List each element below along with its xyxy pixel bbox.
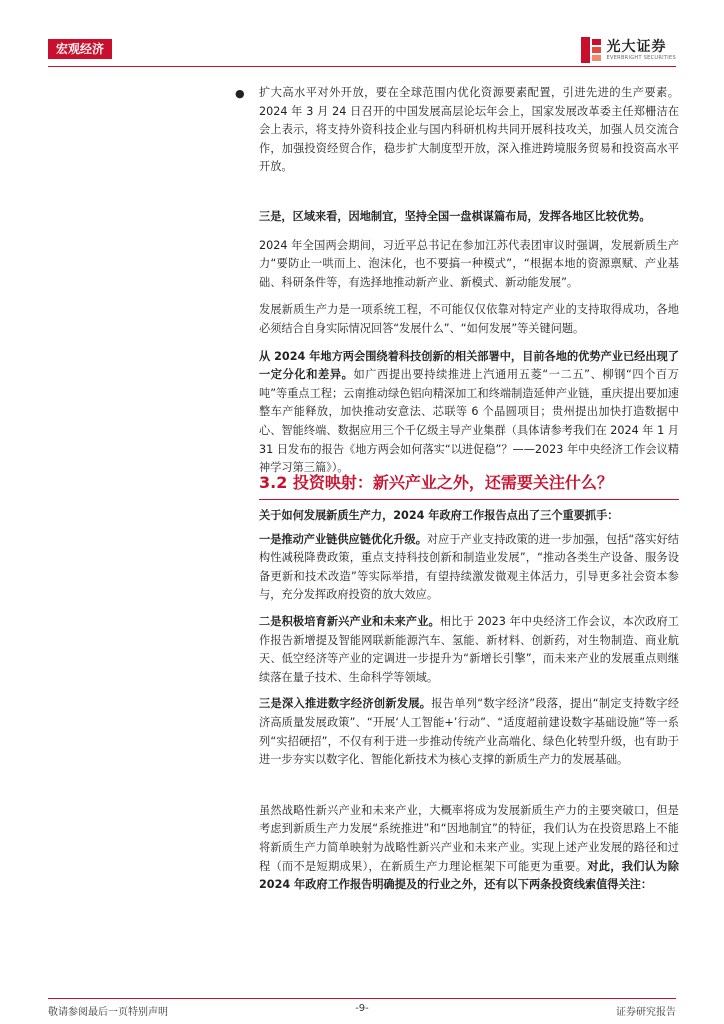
brand-logo bbox=[581, 36, 676, 64]
section-heading: 3.2 投资映射：新兴产业之外，还需要关注什么？ bbox=[259, 473, 613, 492]
investment-lines-conclusion: 对此，我们认为除 2024 年政府工作报告明确提及的行业之外，还有以下两条投资线索值得关注： bbox=[259, 859, 679, 892]
local-industries-detail: 如广西提出要持续推进上汽通用五菱“一二五”、柳钢“四个百万吨”等重点工程；云南推动绿色铝向精深加工和终端制造延伸产业链，重庆提出要加速整车产能释放，加快推动安意法、芯联等 6 个晶圆项目；贵州提出加快打造数据中心、智能终端、数据应用三个千亿级主导产业集群（具体请参考我们在 2024 年 1 月 31 日发布的报告《地方两会如何落实“以进促稳”？——2023 年中央经济工作会议精神学习第三篇》）。 bbox=[259, 368, 679, 475]
paragraph-two-sessions: 2024 年全国两会期间，习近平总书记在参加江苏代表团审议时强调，发展新质生产力“要防止一哄而上、泡沫化，也不要搞一种模式”，“根据本地的资源禀赋、产业基础、科研条件等，有选择地推动新产业、新模式、新动能发展”。 bbox=[259, 238, 679, 289]
bullet-item bbox=[235, 84, 679, 177]
page-header bbox=[48, 36, 676, 64]
paragraph-system-project: 发展新质生产力是一项系统工程，不可能仅仅依靠对特定产业的支持取得成功，各地必须结合自身实际情况回答“发展什么”、“如何发展”等关键问题。 bbox=[259, 303, 679, 335]
footer-report-type: 证券研究报告 bbox=[616, 1007, 676, 1018]
digital-economy-detail: 报告单列“数字经济”段落，提出“制定支持数字经济高质量发展政策”、“开展‘人工智能+’行动”、“适度超前建设数字基础设施”等一系列“实招硬招”，不仅有利于进一步推动传统产业高端化、绿色化转型升级，也有助于进一步夯实以数字化、智能化新技术为核心支撑的新质生产力的发展基础。 bbox=[259, 697, 679, 767]
body-text-top bbox=[235, 84, 679, 478]
section-tag: 宏观经济 bbox=[48, 39, 112, 59]
supply-chain-detail: 对应于产业支持政策的进一步加强，包括“落实好结构性减税降费政策，重点支持科技创新和制造业发展”，“推动各类生产设备、服务设备更新和技术改造”等实际举措，有望持续激发微观主体活力，引导更多社会资本参与，充分发挥政府投资的放大效应。 bbox=[259, 532, 679, 602]
paragraph-local-industries bbox=[259, 348, 679, 478]
emerging-industries-lead: 二是积极培育新兴产业和未来产业。 bbox=[259, 614, 440, 628]
paragraph-third-point: 三是，区域来看，因地制宜，坚持全国一盘棋谋篇布局，发挥各地区比较优势。 bbox=[259, 209, 651, 223]
paragraph-investment-lines bbox=[259, 802, 679, 895]
brand-mark-icon bbox=[581, 37, 601, 63]
footer-divider bbox=[48, 998, 676, 999]
paragraph-supply-chain bbox=[259, 531, 679, 605]
paragraph-opening: 扩大高水平对外开放，要在全球范围内优化资源要素配置，引进先进的生产要素。2024 年 3 月 24 日召开的中国发展高层论坛年会上，国家发展改革委主任郑栅洁在会上表示，将支持外资科技企业与国内科研机构共同开展科技攻关，加强人员交流合作，加强投资经贸合作，稳步扩大制度型开放，深入推进跨境服务贸易和投资高水平开放。 bbox=[259, 86, 679, 174]
local-industries-lead: 从 2024 年地方两会围绕着科技创新的相关部署中，目前各地的优势产业已经出现了一定分化和差异。 bbox=[259, 349, 679, 382]
emerging-industries-detail: 相比于 2023 年中央经济工作会议，本次政府工作报告新增提及智能网联新能源汽车、氢能、新材料、创新药，对生物制造、商业航天、低空经济等产业的定调进一步提升为“新增长引擎”，而未来产业的发展重点则继续落在量子技术、生命科学等领域。 bbox=[259, 614, 679, 684]
body-text-bottom bbox=[259, 507, 679, 895]
digital-economy-lead: 三是深入推进数字经济创新发展。 bbox=[259, 697, 432, 711]
footer-disclaimer: 敬请参阅最后一页特别声明 bbox=[48, 1007, 168, 1018]
supply-chain-lead: 一是推动产业链供应链优化升级。 bbox=[259, 532, 427, 546]
bullet-icon: ● bbox=[235, 87, 245, 100]
paragraph-digital-economy bbox=[259, 695, 679, 769]
investment-lines-detail: 虽然战略性新兴产业和未来产业，大概率将成为发展新质生产力的主要突破口，但是考虑到新质生产力发展“系统推进”和“因地制宜”的特征，我们认为在投资思路上不能将新质生产力简单映射为战略性新兴产业和未来产业。实现上述产业发展的路径和过程（而不是短期成果），在新质生产力理论框架下可能更为重要。 bbox=[259, 803, 679, 873]
page-number: -9- bbox=[355, 1003, 369, 1014]
brand-name-cn: 光大证券 bbox=[606, 38, 667, 55]
paragraph-emerging-industries bbox=[259, 613, 679, 687]
paragraph-three-levers: 关于如何发展新质生产力，2024 年政府工作报告点出了三个重要抓手： bbox=[259, 509, 619, 522]
brand-name-en: EVERBRIGHT SECURITIES bbox=[606, 54, 676, 61]
section-heading-underline bbox=[259, 499, 679, 500]
header-divider bbox=[48, 66, 676, 67]
